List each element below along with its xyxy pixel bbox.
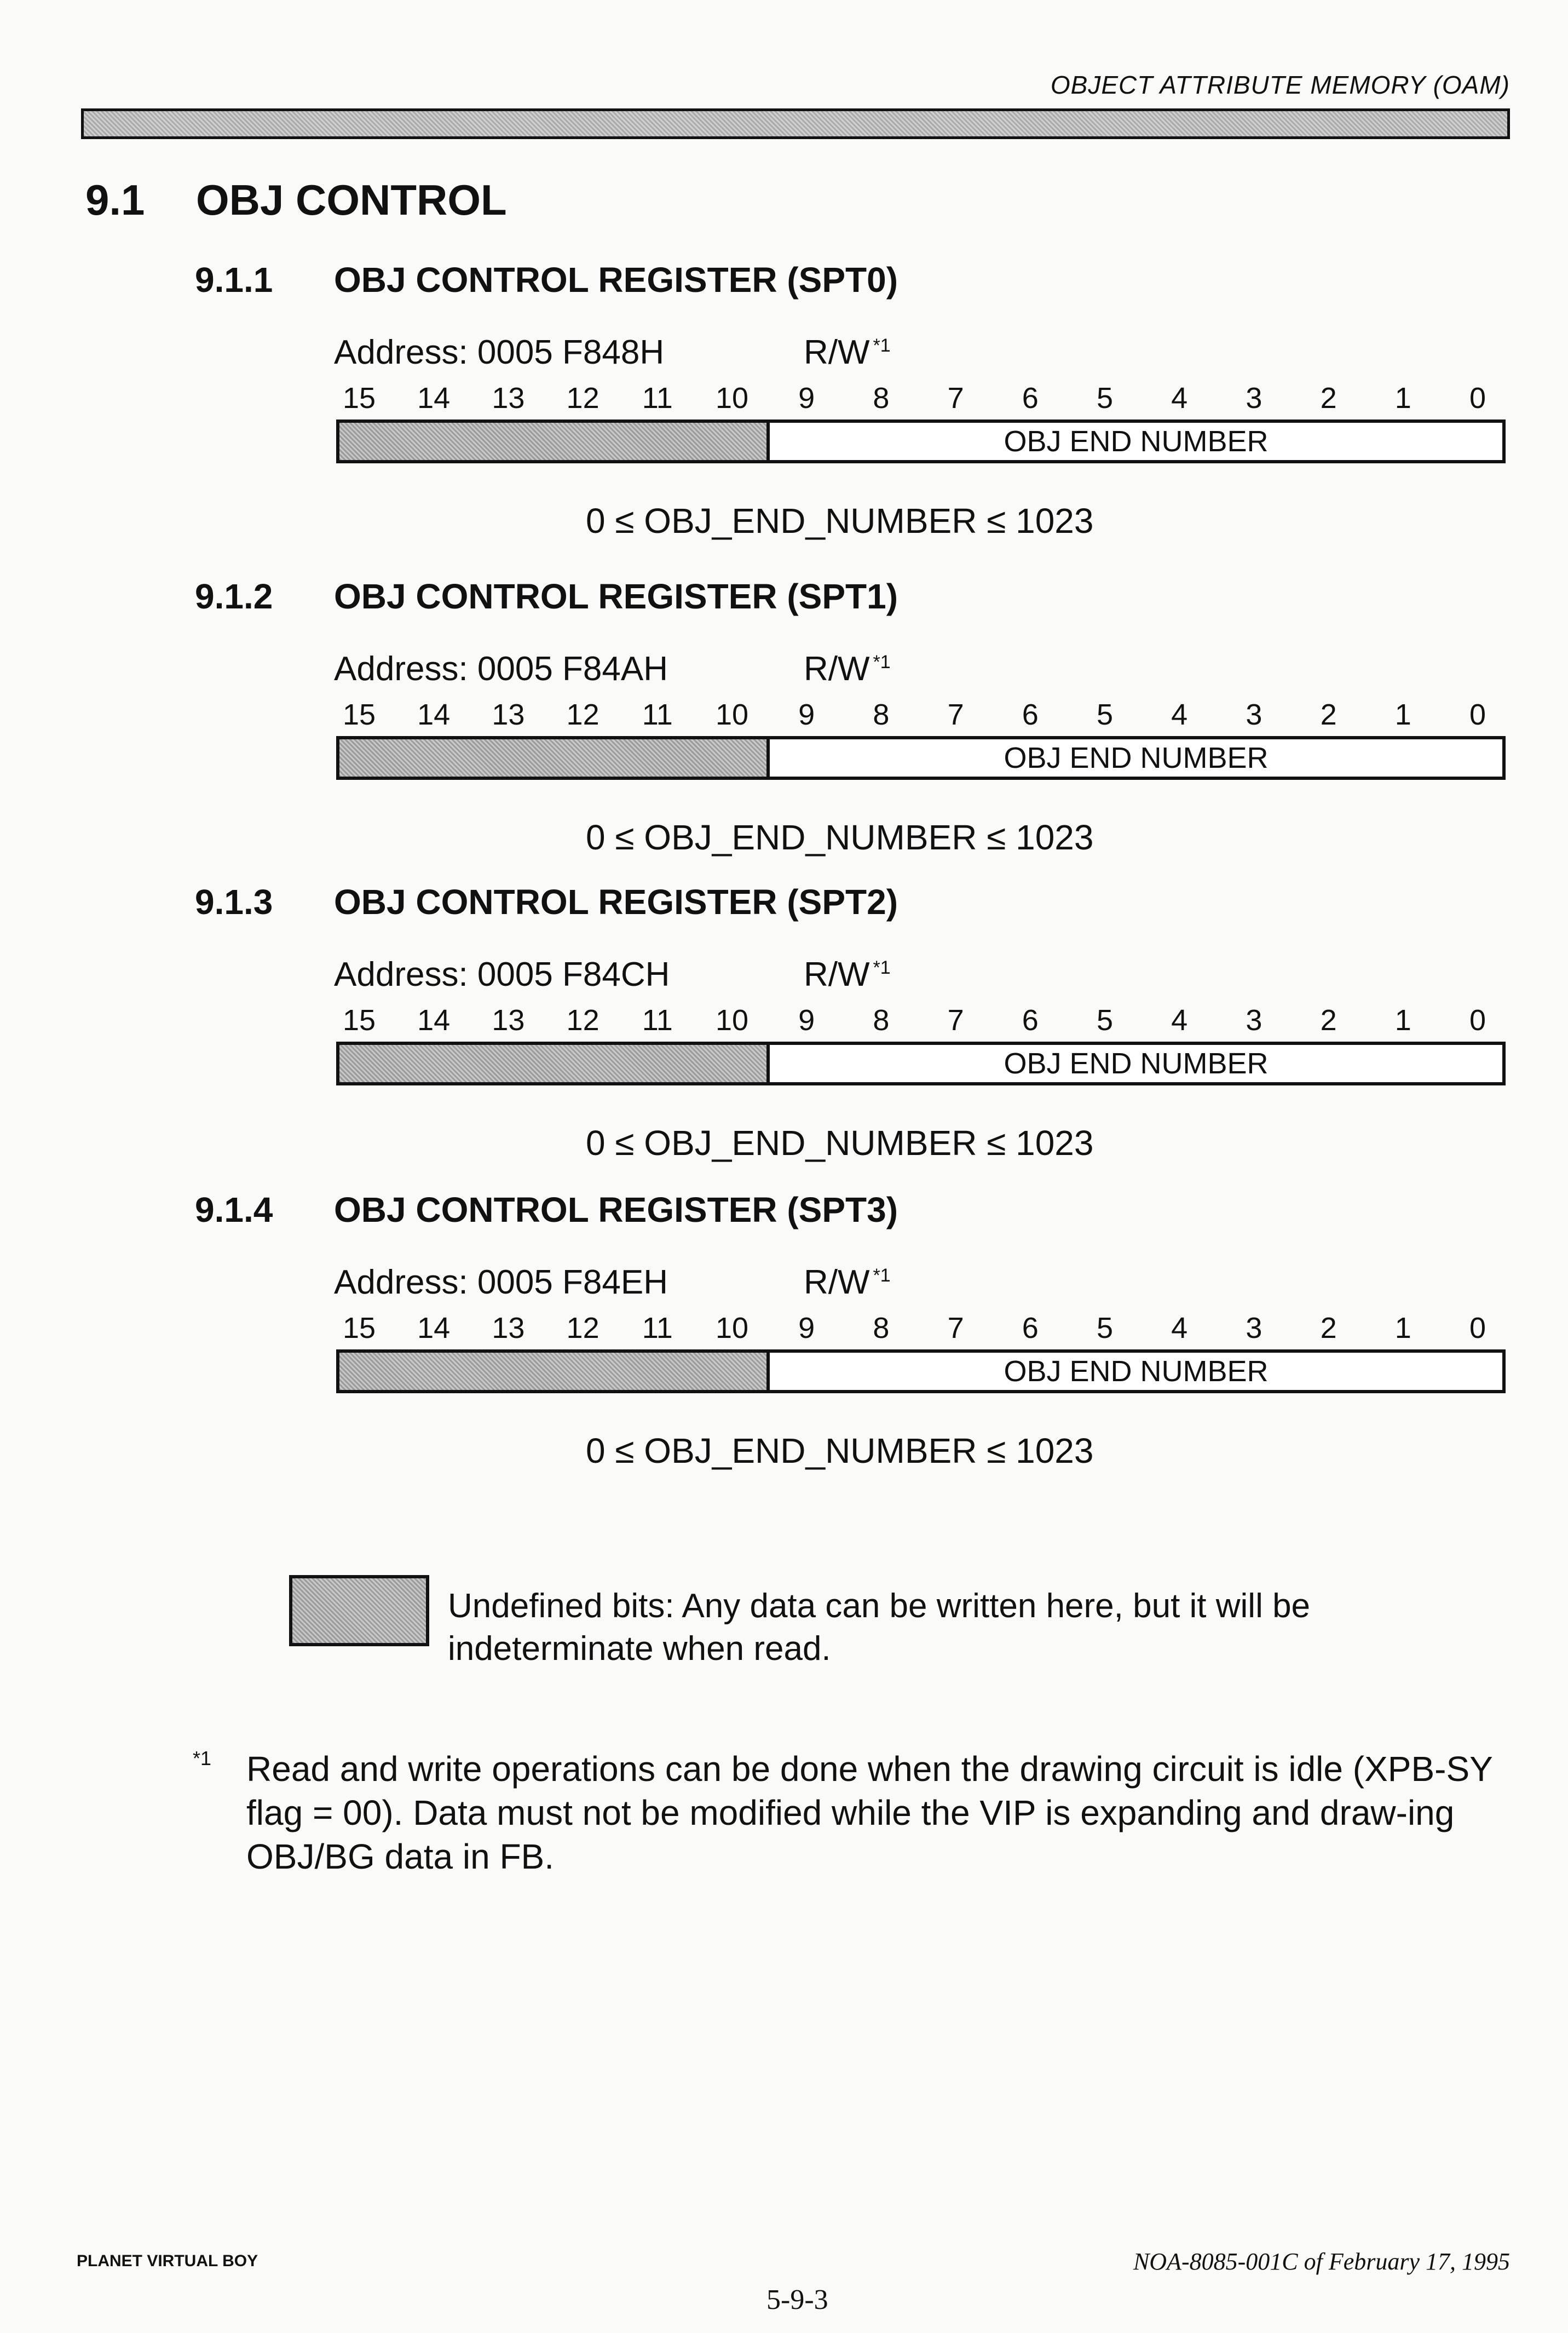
bit-number: 13 xyxy=(492,382,525,415)
bit-number: 10 xyxy=(715,1004,749,1037)
undefined-bits-field xyxy=(339,1045,770,1082)
register-address: Address: 0005 F84AH xyxy=(334,650,668,688)
bit-number: 1 xyxy=(1394,1004,1411,1037)
register-range: 0 ≤ OBJ_END_NUMBER ≤ 1023 xyxy=(586,501,1094,541)
bit-number: 4 xyxy=(1171,1312,1188,1344)
obj-end-number-field: OBJ END NUMBER xyxy=(770,423,1502,460)
bit-number: 3 xyxy=(1246,382,1263,415)
bit-number: 11 xyxy=(642,1312,673,1344)
section-number: 9.1 xyxy=(85,176,145,224)
register-diagram xyxy=(336,1042,1506,1085)
bit-number: 9 xyxy=(798,1004,815,1037)
register-address: Address: 0005 F84EH xyxy=(334,1263,668,1301)
register-diagram xyxy=(336,736,1506,780)
bit-number: 15 xyxy=(342,1004,376,1037)
bit-number: 10 xyxy=(715,1312,749,1344)
obj-end-number-field: OBJ END NUMBER xyxy=(770,1353,1502,1390)
bit-number: 11 xyxy=(642,698,673,731)
register-access xyxy=(804,955,891,994)
bit-number: 0 xyxy=(1469,382,1486,415)
bit-number: 15 xyxy=(342,382,376,415)
register-range: 0 ≤ OBJ_END_NUMBER ≤ 1023 xyxy=(586,818,1094,857)
bit-number: 7 xyxy=(947,1312,964,1344)
bit-number: 6 xyxy=(1022,698,1039,731)
register-range: 0 ≤ OBJ_END_NUMBER ≤ 1023 xyxy=(586,1431,1094,1470)
obj-end-number-field: OBJ END NUMBER xyxy=(770,739,1502,777)
register-access-footnote-ref: *1 xyxy=(873,1265,891,1286)
bit-number: 13 xyxy=(492,1004,525,1037)
bit-number: 3 xyxy=(1246,1004,1263,1037)
bit-number: 0 xyxy=(1469,1004,1486,1037)
bit-number: 15 xyxy=(342,698,376,731)
bit-number: 14 xyxy=(417,1312,451,1344)
bit-number: 11 xyxy=(642,382,673,415)
register-number: 9.1.1 xyxy=(195,260,273,300)
bit-number: 3 xyxy=(1246,1312,1263,1344)
bit-number: 5 xyxy=(1096,1004,1114,1037)
register-access-label: R/W xyxy=(804,1263,870,1301)
undefined-bits-field xyxy=(339,739,770,777)
register-number: 9.1.4 xyxy=(195,1190,273,1229)
bit-number: 3 xyxy=(1246,698,1263,731)
bit-number: 2 xyxy=(1320,698,1337,731)
footnote-mark: *1 xyxy=(193,1747,212,1769)
footnote-text: Read and write operations can be done when the drawing circuit is idle (XPB-SY flag = 00). Data must not be modified while the VIP is expanding and draw-ing OBJ/BG data in FB. xyxy=(246,1749,1492,1876)
bit-number: 13 xyxy=(492,698,525,731)
bit-number: 0 xyxy=(1469,1312,1486,1344)
undefined-bits-field xyxy=(339,423,770,460)
register-title: OBJ CONTROL REGISTER (SPT1) xyxy=(334,577,898,616)
register-access-footnote-ref: *1 xyxy=(873,335,891,356)
register-access xyxy=(804,333,891,372)
bit-number: 8 xyxy=(873,698,890,731)
bit-number: 12 xyxy=(566,1004,599,1037)
register-access xyxy=(804,1263,891,1302)
undefined-bits-field xyxy=(339,1353,770,1390)
register-title: OBJ CONTROL REGISTER (SPT2) xyxy=(334,882,898,922)
page-number: 5-9-3 xyxy=(766,2284,828,2315)
register-access-footnote-ref: *1 xyxy=(873,652,891,673)
register-access-label: R/W xyxy=(804,650,870,688)
bit-number: 14 xyxy=(417,1004,451,1037)
register-access-label: R/W xyxy=(804,956,870,993)
register-access-footnote-ref: *1 xyxy=(873,957,891,978)
bit-number: 1 xyxy=(1394,1312,1411,1344)
bit-number: 9 xyxy=(798,382,815,415)
bit-number: 0 xyxy=(1469,698,1486,731)
register-access xyxy=(804,650,891,688)
bit-number: 2 xyxy=(1320,1004,1337,1037)
bit-number: 12 xyxy=(566,698,599,731)
bit-number: 10 xyxy=(715,698,749,731)
obj-end-number-field: OBJ END NUMBER xyxy=(770,1045,1502,1082)
bit-number: 6 xyxy=(1022,382,1039,415)
footer-left: PLANET VIRTUAL BOY xyxy=(77,2252,258,2270)
bit-number: 4 xyxy=(1171,698,1188,731)
bit-number: 9 xyxy=(798,698,815,731)
bit-number: 6 xyxy=(1022,1004,1039,1037)
bit-number: 7 xyxy=(947,382,964,415)
bit-number: 1 xyxy=(1394,698,1411,731)
bit-number: 8 xyxy=(873,1312,890,1344)
register-address: Address: 0005 F84CH xyxy=(334,956,670,993)
bit-number: 4 xyxy=(1171,382,1188,415)
undefined-bits-swatch xyxy=(289,1575,429,1646)
bit-number: 1 xyxy=(1394,382,1411,415)
bit-number: 2 xyxy=(1320,1312,1337,1344)
bit-number: 15 xyxy=(342,1312,376,1344)
bit-number: 7 xyxy=(947,698,964,731)
bit-number: 4 xyxy=(1171,1004,1188,1037)
footer-right: NOA-8085-001C of February 17, 1995 xyxy=(1133,2248,1510,2275)
bit-number: 7 xyxy=(947,1004,964,1037)
running-header: OBJECT ATTRIBUTE MEMORY (OAM) xyxy=(1050,71,1510,99)
register-number: 9.1.3 xyxy=(195,882,273,922)
bit-number: 11 xyxy=(642,1004,673,1037)
bit-number: 10 xyxy=(715,382,749,415)
legend-text: Undefined bits: Any data can be written here, but it will be indeterminate when read. xyxy=(448,1587,1311,1668)
register-range: 0 ≤ OBJ_END_NUMBER ≤ 1023 xyxy=(586,1123,1094,1163)
bit-number: 6 xyxy=(1022,1312,1039,1344)
bit-number: 14 xyxy=(417,382,451,415)
bit-number: 2 xyxy=(1320,382,1337,415)
bit-number: 13 xyxy=(492,1312,525,1344)
register-diagram xyxy=(336,1349,1506,1393)
bit-number: 14 xyxy=(417,698,451,731)
register-address: Address: 0005 F848H xyxy=(334,334,665,371)
register-title: OBJ CONTROL REGISTER (SPT3) xyxy=(334,1190,898,1229)
register-diagram xyxy=(336,420,1506,463)
bit-number: 5 xyxy=(1096,382,1114,415)
register-access-label: R/W xyxy=(804,334,870,371)
bit-number: 5 xyxy=(1096,698,1114,731)
bit-number: 12 xyxy=(566,382,599,415)
register-number: 9.1.2 xyxy=(195,577,273,616)
bit-number: 12 xyxy=(566,1312,599,1344)
bit-number: 9 xyxy=(798,1312,815,1344)
bit-number: 8 xyxy=(873,382,890,415)
bit-number: 8 xyxy=(873,1004,890,1037)
section-title: OBJ CONTROL xyxy=(196,176,507,224)
bit-number: 5 xyxy=(1096,1312,1114,1344)
register-title: OBJ CONTROL REGISTER (SPT0) xyxy=(334,260,898,300)
header-rule-bar xyxy=(81,108,1510,139)
